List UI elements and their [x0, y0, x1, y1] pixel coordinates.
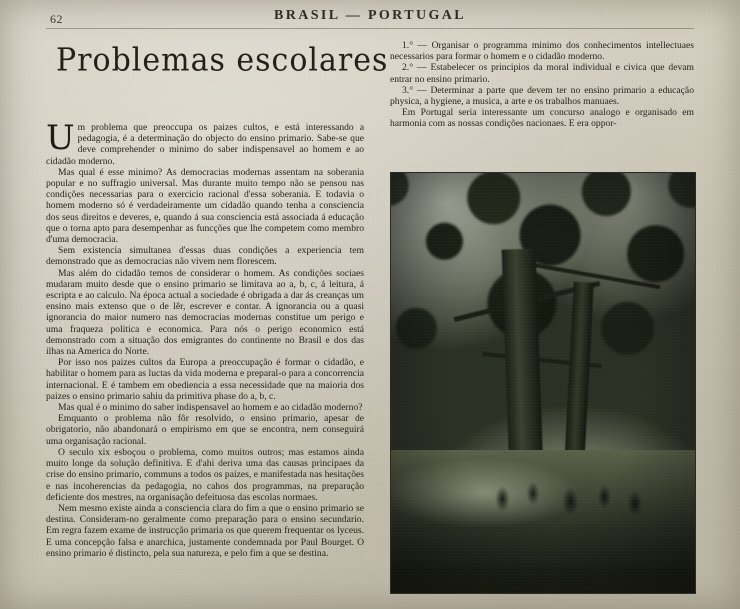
paragraph: Por isso nos paizes cultos da Europa a preoccupação é formar o cidadão, e habilitar o homem para as luctas da vida moderna e preparal-o para a concorrencia internacional. E é tambem em obediencia a essa necessidade que na maioria dos paizes o ensino primario sahiu da primitiva phase do a, b, c. — [46, 357, 364, 402]
numbered-item: 3.° — Determinar a parte que devem ter no ensino primario a educação physica, a hygiene, a musica, a arte e os trabalhos manuaes. — [390, 84, 694, 108]
page-number: 62 — [50, 12, 63, 26]
page-header — [0, 8, 740, 30]
paragraph-text: m problema que preoccupa os paizes cultos, e está interessando a pedagogia, é a determinação do objecto do ensino primario. Sabe-se que deve comprehender o minimo do saber indispensavel ao homem e ao cidadão moderno. — [46, 122, 364, 167]
right-column — [390, 40, 694, 130]
paragraph: Mas qual é esse minimo? As democracias modernas assentam na soberania popular e no suffragio universal. Mas durante muito tempo não se pensou nas condições necessarias para o exercicio racional d'essa soberania. E todavia o homem moderno só é verdadeiramente um cidadão quando tenha a consciencia dos seus direitos e deveres, e, quando á sua consciencia está associada á educação que o torna apto para desempenhar as funcções que lhe competem como membro d'uma democracia. — [46, 166, 364, 246]
left-column — [46, 118, 364, 559]
paragraph: O seculo xix esboçou o problema, como muitos outros; mas estamos ainda muito longe da solução definitiva. E d'ahi deriva uma das causas principaes da crise do ensino primario, communs a todos os paizes, e manifestada nas hesitações e nas incoherencias da pedagogia, no cahos dos programmas, na preparação deficiente dos mestres, na organisação defeituosa das escolas normaes. — [46, 446, 364, 503]
article-title: Problemas escolares — [56, 42, 389, 80]
paragraph: Em Portugal seria interessante um concurso analogo e organisado em harmonia com as nossas condições nacionaes. E era oppor- — [390, 107, 694, 130]
paragraph: Nem mesmo existe ainda a consciencia clara do fim a que o ensino primario se destina. Consideram-no geralmente como preparação para o ensino secundario. Em regra fazem exame de instrucção primaria os que querem frequentar os lyceus. E uma concepção falsa e anarchica, justamente condemnada por Paul Bourget. O ensino primario é distincto, pela sua natureza, e pelo fim a que se destina. — [46, 502, 364, 559]
drop-cap: U — [46, 118, 75, 158]
numbered-item: 2.° — Estabelecer os principios da moral individual e civica que devam entrar no ensino primario. — [390, 62, 694, 85]
photo-grain — [391, 173, 695, 593]
photograph — [390, 172, 696, 594]
paragraph — [46, 118, 364, 167]
paragraph: Sem existencia simultanea d'essas duas condições a experiencia tem demonstrado que as democracias não vivem nem florescem. — [46, 245, 364, 268]
numbered-item: 1.° — Organisar o programma minimo dos conhecimentos intellectuaes necessarios para formar o homem e o cidadão moderno. — [390, 40, 694, 63]
paragraph: Mas qual é o minimo do saber indispensavel ao homem e ao cidadão moderno? — [58, 402, 363, 414]
paragraph: Mas além do cidadão temos de considerar o homem. As condições sociaes mudaram muito desde que o ensino primario se limitava ao a, b, c, á leitura, á escripta e ao calculo. Na época actual a sociedade é obrigada a dar ás creanças um ensino mais extenso que o de lêr, escrever e contar. A ignorancia ou a quasi ignorancia do maior numero nas democracias modernas constitue um perigo e uma fraqueza politica e economica. Para nós o perigo economico está demonstrado com a situação dos emigrantes do continente no Brasil e dos das ilhas na America do Norte. — [46, 267, 364, 358]
photo-image — [391, 173, 695, 593]
paragraph: Emquanto o problema não fôr resolvido, o ensino primario, apesar de obrigatorio, não abandonará o empirismo em que se encontra, nem conseguirá uma organisação racional. — [46, 413, 364, 447]
header-rule — [46, 28, 694, 29]
running-head: BRASIL — PORTUGAL — [273, 8, 466, 23]
